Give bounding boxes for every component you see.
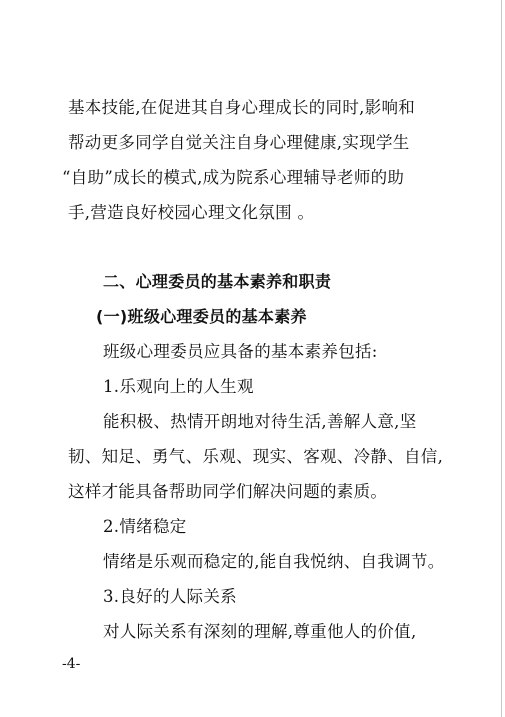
item-body-line: 能积极、热情开朗地对待生活,善解人意,坚: [103, 412, 417, 431]
item-body-line: 这样才能具备帮助同学们解决问题的素质。: [68, 482, 388, 501]
section-heading: 二、心理委员的基本素养和职责: [103, 272, 332, 291]
page-number: -4-: [62, 656, 81, 672]
paragraph-line: 基本技能,在促进其自身心理成长的同时,影响和: [68, 98, 416, 117]
item-body-line: 韧、知足、勇气、乐观、现实、客观、冷静、自信,: [68, 447, 444, 466]
paragraph-line: 帮动更多同学自觉关注自身心理健康,实现学生: [68, 133, 410, 152]
item-body-line: 对人际关系有深刻的理解,尊重他人的价值,: [103, 622, 417, 641]
page-edge: [501, 0, 502, 717]
item-body-line: 情绪是乐观而稳定的,能自我悦纳、自我调节。: [103, 552, 445, 571]
paragraph-line: 手,营造良好校园心理文化氛围 。: [68, 203, 315, 222]
item-title: 1.乐观向上的人生观: [103, 377, 254, 396]
item-title: 2.情绪稳定: [103, 517, 187, 536]
intro-text: 班级心理委员应具备的基本素养包括:: [103, 342, 378, 361]
paragraph-line: “自助”成长的模式,成为院系心理辅导老师的助: [62, 168, 405, 187]
item-title: 3.良好的人际关系: [103, 587, 237, 606]
subsection-heading: (一)班级心理委员的基本素养: [96, 307, 307, 326]
